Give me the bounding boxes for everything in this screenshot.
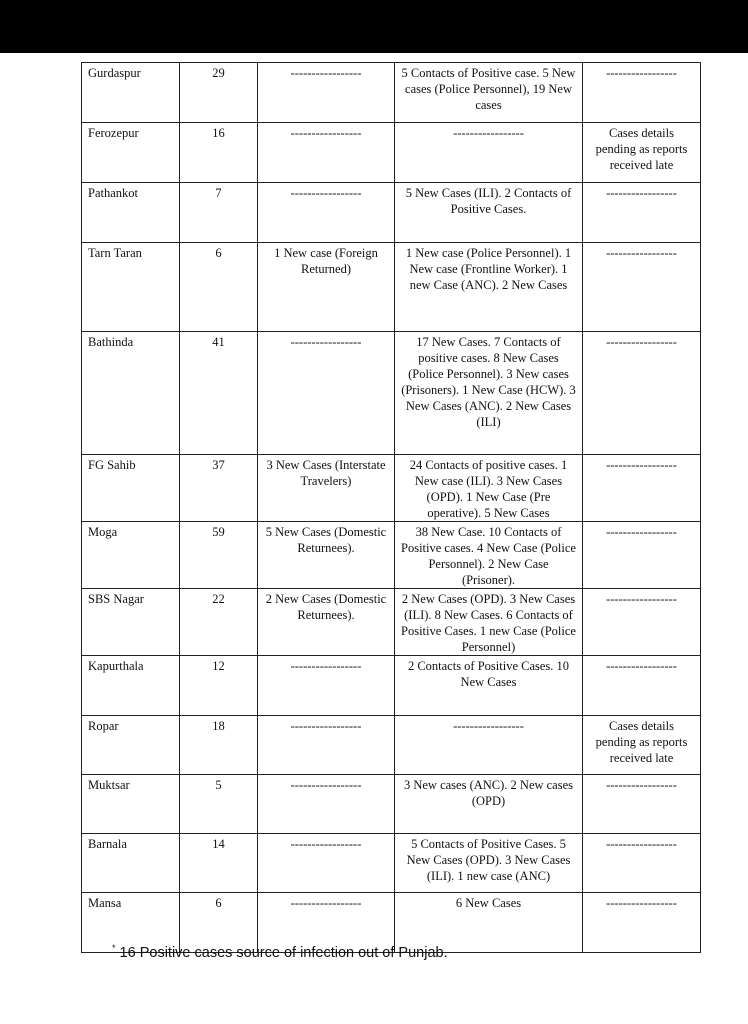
case-count: 14 xyxy=(180,834,258,893)
district-name: Tarn Taran xyxy=(82,243,180,332)
remarks-cell: ----------------- xyxy=(583,243,701,332)
top-black-bar xyxy=(0,0,748,53)
district-name: Pathankot xyxy=(82,183,180,243)
district-name: Mansa xyxy=(82,893,180,953)
remarks-cell: ----------------- xyxy=(583,589,701,656)
table-row xyxy=(82,455,701,522)
case-count: 22 xyxy=(180,589,258,656)
travel-history-cell: 5 New Cases (Domestic Returnees). xyxy=(258,522,395,589)
case-details-cell: 17 New Cases. 7 Contacts of positive cases. 8 New Cases (Police Personnel). 3 New cases (Prisoners). 1 New Case (HCW). 3 New Cases (ANC). 2 New Cases (ILI) xyxy=(395,332,583,455)
travel-history-cell: 1 New case (Foreign Returned) xyxy=(258,243,395,332)
travel-history-cell: ----------------- xyxy=(258,63,395,123)
case-count: 6 xyxy=(180,243,258,332)
case-details-cell: 5 Contacts of Positive Cases. 5 New Cases (OPD). 3 New Cases (ILI). 1 new case (ANC) xyxy=(395,834,583,893)
case-details-cell: ----------------- xyxy=(395,123,583,183)
travel-history-cell: ----------------- xyxy=(258,775,395,834)
case-count: 59 xyxy=(180,522,258,589)
case-count: 18 xyxy=(180,716,258,775)
case-details-cell: 38 New Case. 10 Contacts of Positive cases. 4 New Case (Police Personnel). 2 New Case (Prisoner). xyxy=(395,522,583,589)
remarks-cell: ----------------- xyxy=(583,775,701,834)
travel-history-cell: ----------------- xyxy=(258,332,395,455)
case-details-cell: 2 Contacts of Positive Cases. 10 New Cases xyxy=(395,656,583,716)
footnote-marker: * xyxy=(112,943,116,953)
remarks-cell: ----------------- xyxy=(583,656,701,716)
case-count: 6 xyxy=(180,893,258,953)
case-count: 37 xyxy=(180,455,258,522)
travel-history-cell: ----------------- xyxy=(258,656,395,716)
table-row xyxy=(82,775,701,834)
case-details-cell: 6 New Cases xyxy=(395,893,583,953)
case-count: 29 xyxy=(180,63,258,123)
case-count: 16 xyxy=(180,123,258,183)
travel-history-cell: ----------------- xyxy=(258,123,395,183)
case-count: 7 xyxy=(180,183,258,243)
table-row xyxy=(82,522,701,589)
table-row xyxy=(82,123,701,183)
case-details-cell: 5 Contacts of Positive case. 5 New cases (Police Personnel), 19 New cases xyxy=(395,63,583,123)
remarks-cell: Cases details pending as reports received late xyxy=(583,123,701,183)
travel-history-cell: ----------------- xyxy=(258,834,395,893)
case-details-cell: 2 New Cases (OPD). 3 New Cases (ILI). 8 New Cases. 6 Contacts of Positive Cases. 1 new Case (Police Personnel) xyxy=(395,589,583,656)
case-count: 12 xyxy=(180,656,258,716)
case-details-cell: 24 Contacts of positive cases. 1 New case (ILI). 3 New Cases (OPD). 1 New Case (Pre operative). 5 New Cases xyxy=(395,455,583,522)
district-name: Barnala xyxy=(82,834,180,893)
case-count: 41 xyxy=(180,332,258,455)
district-name: Ferozepur xyxy=(82,123,180,183)
remarks-cell: ----------------- xyxy=(583,455,701,522)
travel-history-cell: ----------------- xyxy=(258,183,395,243)
case-details-cell: 1 New case (Police Personnel). 1 New case (Frontline Worker). 1 new Case (ANC). 2 New Cases xyxy=(395,243,583,332)
district-name: Moga xyxy=(82,522,180,589)
case-count: 5 xyxy=(180,775,258,834)
table-row xyxy=(82,834,701,893)
remarks-cell: ----------------- xyxy=(583,332,701,455)
table-row xyxy=(82,589,701,656)
remarks-cell: ----------------- xyxy=(583,893,701,953)
travel-history-cell: ----------------- xyxy=(258,893,395,953)
remarks-cell: ----------------- xyxy=(583,834,701,893)
travel-history-cell: 3 New Cases (Interstate Travelers) xyxy=(258,455,395,522)
remarks-cell: ----------------- xyxy=(583,63,701,123)
footnote-text: 16 Positive cases source of infection out of Punjab. xyxy=(119,944,448,961)
table-row xyxy=(82,63,701,123)
district-name: Ropar xyxy=(82,716,180,775)
district-name: Gurdaspur xyxy=(82,63,180,123)
district-name: Bathinda xyxy=(82,332,180,455)
remarks-cell: Cases details pending as reports received late xyxy=(583,716,701,775)
travel-history-cell: 2 New Cases (Domestic Returnees). xyxy=(258,589,395,656)
table-row xyxy=(82,243,701,332)
remarks-cell: ----------------- xyxy=(583,522,701,589)
district-cases-table xyxy=(81,62,701,953)
remarks-cell: ----------------- xyxy=(583,183,701,243)
case-details-cell: 5 New Cases (ILI). 2 Contacts of Positive Cases. xyxy=(395,183,583,243)
district-name: SBS Nagar xyxy=(82,589,180,656)
district-name: FG Sahib xyxy=(82,455,180,522)
travel-history-cell: ----------------- xyxy=(258,716,395,775)
table-row xyxy=(82,183,701,243)
case-details-cell: ----------------- xyxy=(395,716,583,775)
district-name: Kapurthala xyxy=(82,656,180,716)
table-row xyxy=(82,656,701,716)
table-row xyxy=(82,332,701,455)
footnote xyxy=(112,943,448,961)
district-name: Muktsar xyxy=(82,775,180,834)
case-details-cell: 3 New cases (ANC). 2 New cases (OPD) xyxy=(395,775,583,834)
table-row xyxy=(82,716,701,775)
